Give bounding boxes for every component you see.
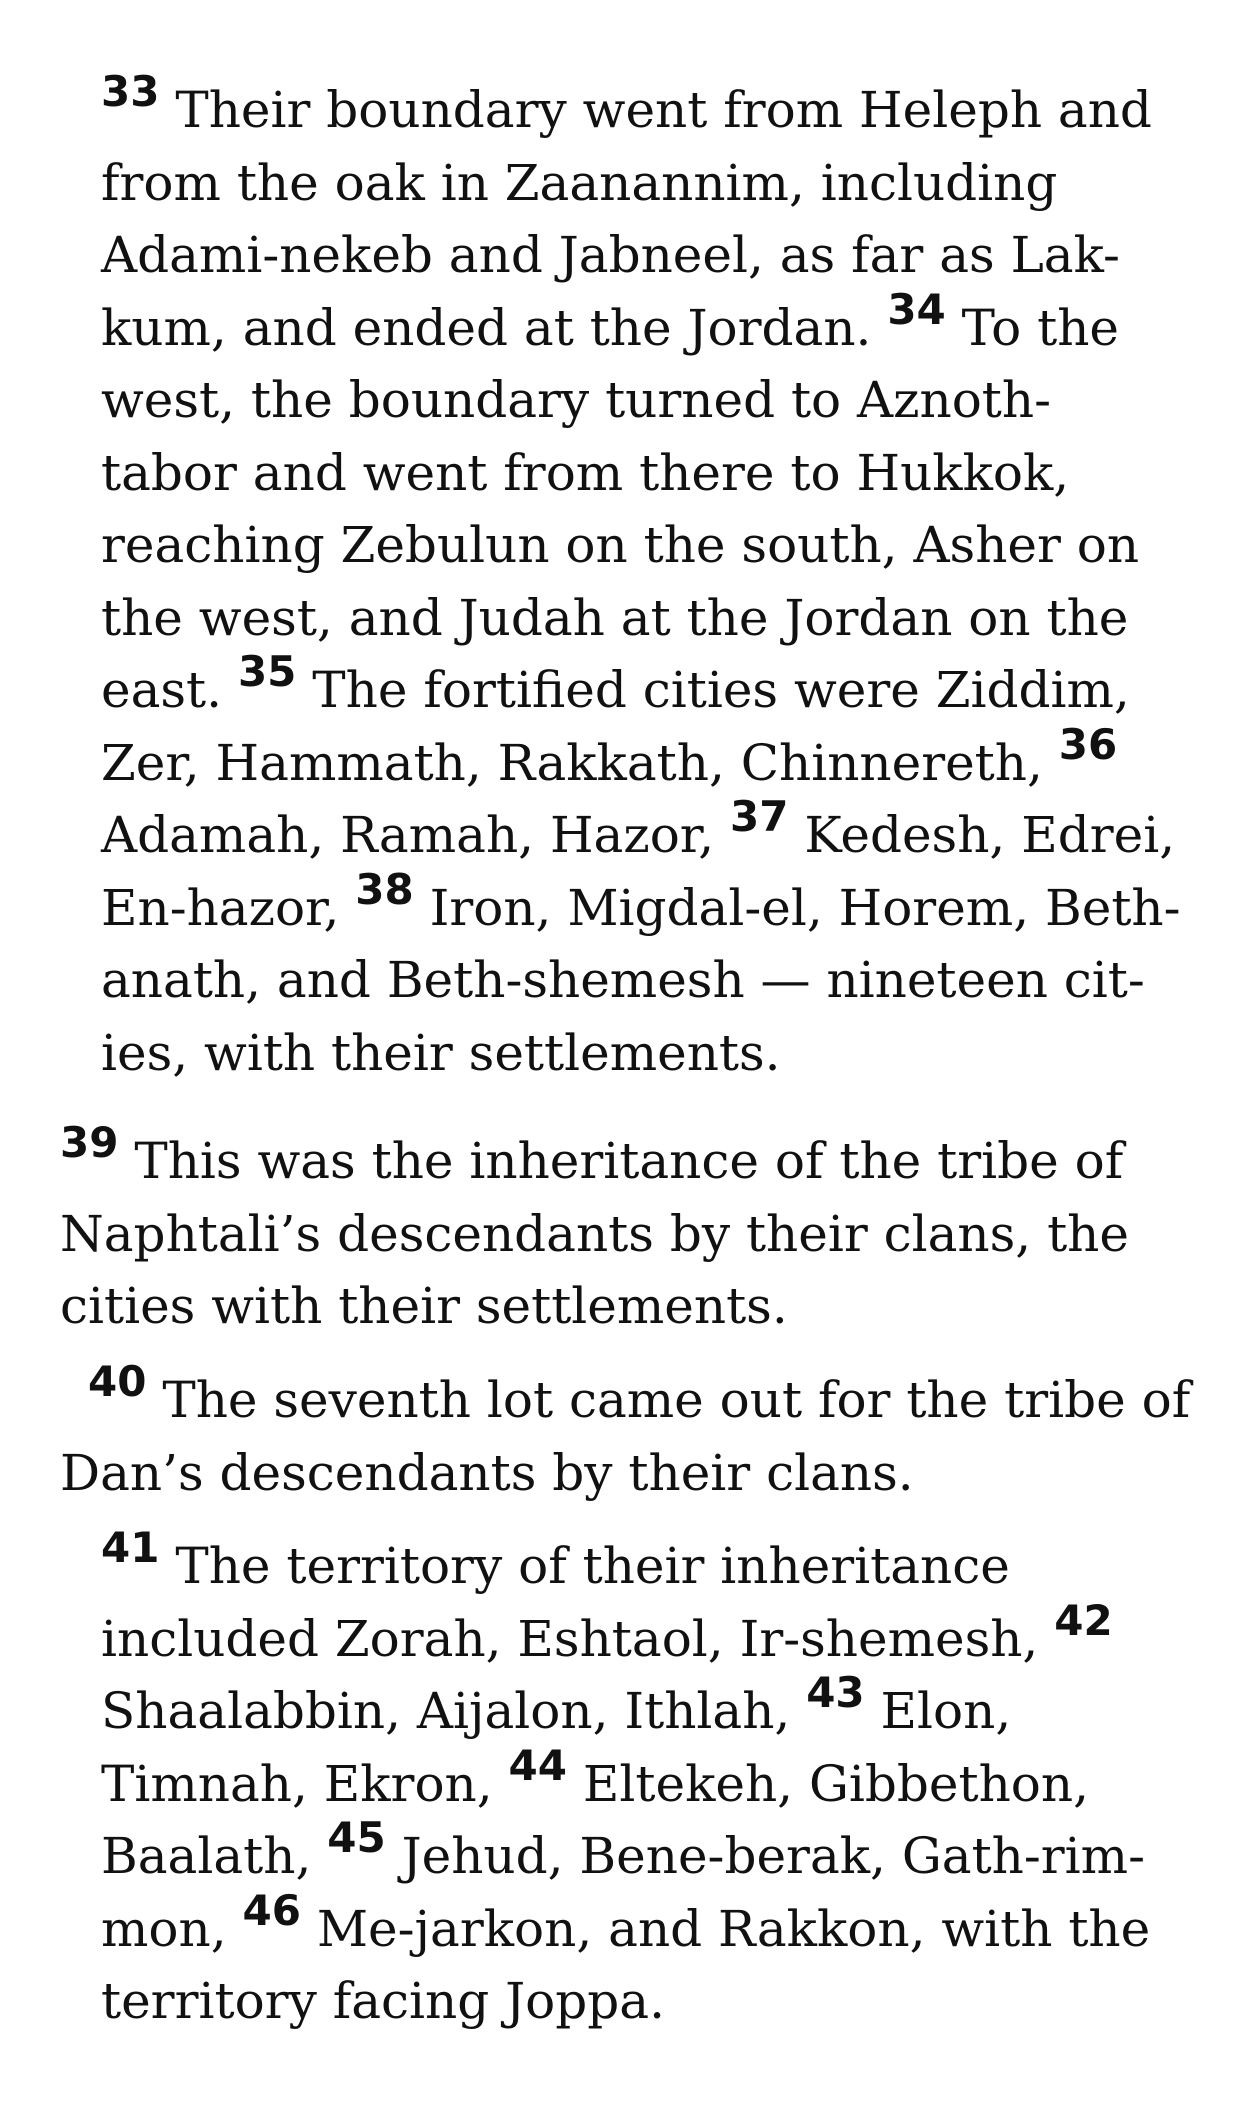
verse-number: 33 <box>101 67 160 116</box>
verse-text: Elon, <box>864 1682 1012 1740</box>
verse-number: 41 <box>101 1523 160 1572</box>
verse-number: 36 <box>1058 719 1118 769</box>
paragraph-verse-40 <box>60 1357 1191 1509</box>
verse-text: Their boundary went from Heleph and <box>159 81 1152 139</box>
verse-number: 46 <box>242 1885 301 1935</box>
text-line <box>101 284 1181 365</box>
verse-number: 43 <box>806 1668 865 1717</box>
text-line <box>101 1813 1150 1893</box>
verse-number: 45 <box>327 1813 386 1862</box>
verse-text: Timnah, Ekron, <box>101 1754 509 1813</box>
verse-text: The territory of their inheritance <box>159 1537 1010 1595</box>
text-line: reaching Zebulun on the south, Asher on <box>101 516 1140 574</box>
text-line <box>101 864 1181 945</box>
verse-number: 39 <box>60 1118 119 1167</box>
verse-text: Zer, Hammath, Rakkath, Chinnereth, <box>101 733 1059 792</box>
verse-number: 40 <box>88 1357 147 1406</box>
text-line <box>101 67 1181 147</box>
text-line <box>101 1668 1150 1748</box>
verse-number: 44 <box>508 1740 567 1790</box>
text-line <box>101 719 1181 800</box>
verse-number: 34 <box>887 284 946 334</box>
text-line <box>101 1523 1150 1603</box>
verse-text: east. <box>101 661 238 719</box>
verse-number: 35 <box>237 647 297 696</box>
text-line: ies, with their settlements. <box>101 1023 781 1082</box>
verse-text: The seventh lot came out for the tribe of <box>146 1371 1191 1429</box>
verse-text: included Zorah, Eshtaol, Ir-shemesh, <box>101 1609 1055 1668</box>
text-line: the west, and Judah at the Jordan on the <box>101 588 1129 647</box>
verse-text: kum, and ended at the Jordan. <box>101 298 888 357</box>
verse-number: 37 <box>730 792 789 841</box>
verse-text: Baalath, <box>101 1827 328 1885</box>
text-line <box>101 647 1181 727</box>
verse-text: Kedesh, Edrei, <box>788 806 1176 864</box>
text-line <box>101 1885 1151 1966</box>
text-line <box>60 1357 1191 1437</box>
text-line: tabor and went from there to Hukkok, <box>101 443 1070 502</box>
text-line: from the oak in Zaanannim, including <box>101 153 1058 212</box>
verse-text: Adamah, Ramah, Hazor, <box>101 806 731 864</box>
text-line <box>101 1740 1150 1821</box>
text-line: anath, and Beth-shemesh — nineteen cit- <box>101 951 1145 1009</box>
verse-text: To the <box>945 298 1120 357</box>
text-line: Adami-nekeb and Jabneel, as far as Lak- <box>101 226 1120 284</box>
text-line: cities with their settlements. <box>60 1277 788 1335</box>
paragraph-verse-39 <box>60 1118 1129 1343</box>
verse-text: Eltekeh, Gibbethon, <box>567 1754 1089 1813</box>
verse-number: 42 <box>1054 1595 1113 1645</box>
text-line: Dan’s descendants by their clans. <box>60 1443 914 1502</box>
text-line: Naphtali’s descendants by their clans, the <box>60 1204 1129 1263</box>
verse-text: Iron, Migdal-el, Horem, Beth- <box>413 878 1181 937</box>
text-line <box>101 792 1181 872</box>
text-line <box>101 1595 1150 1676</box>
verse-text: En-hazor, <box>101 878 356 937</box>
text-line: west, the boundary turned to Aznoth- <box>101 371 1051 429</box>
verse-text: The fortified cities were Ziddim, <box>296 661 1130 719</box>
paragraph-verses-33-38 <box>101 67 1181 1089</box>
text-line: territory facing Joppa. <box>101 1972 665 2030</box>
verse-text: Shaalabbin, Aijalon, Ithlah, <box>101 1682 807 1740</box>
verse-text: Jehud, Bene-berak, Gath-rim- <box>385 1827 1145 1885</box>
text-line <box>60 1118 1129 1198</box>
verse-text: Me-jarkon, and Rakkon, with the <box>300 1899 1151 1958</box>
paragraph-verses-41-46 <box>101 1523 1151 2038</box>
verse-text: This was the inheritance of the tribe of <box>118 1132 1124 1190</box>
verse-text: mon, <box>101 1899 243 1958</box>
verse-number: 38 <box>355 864 414 914</box>
